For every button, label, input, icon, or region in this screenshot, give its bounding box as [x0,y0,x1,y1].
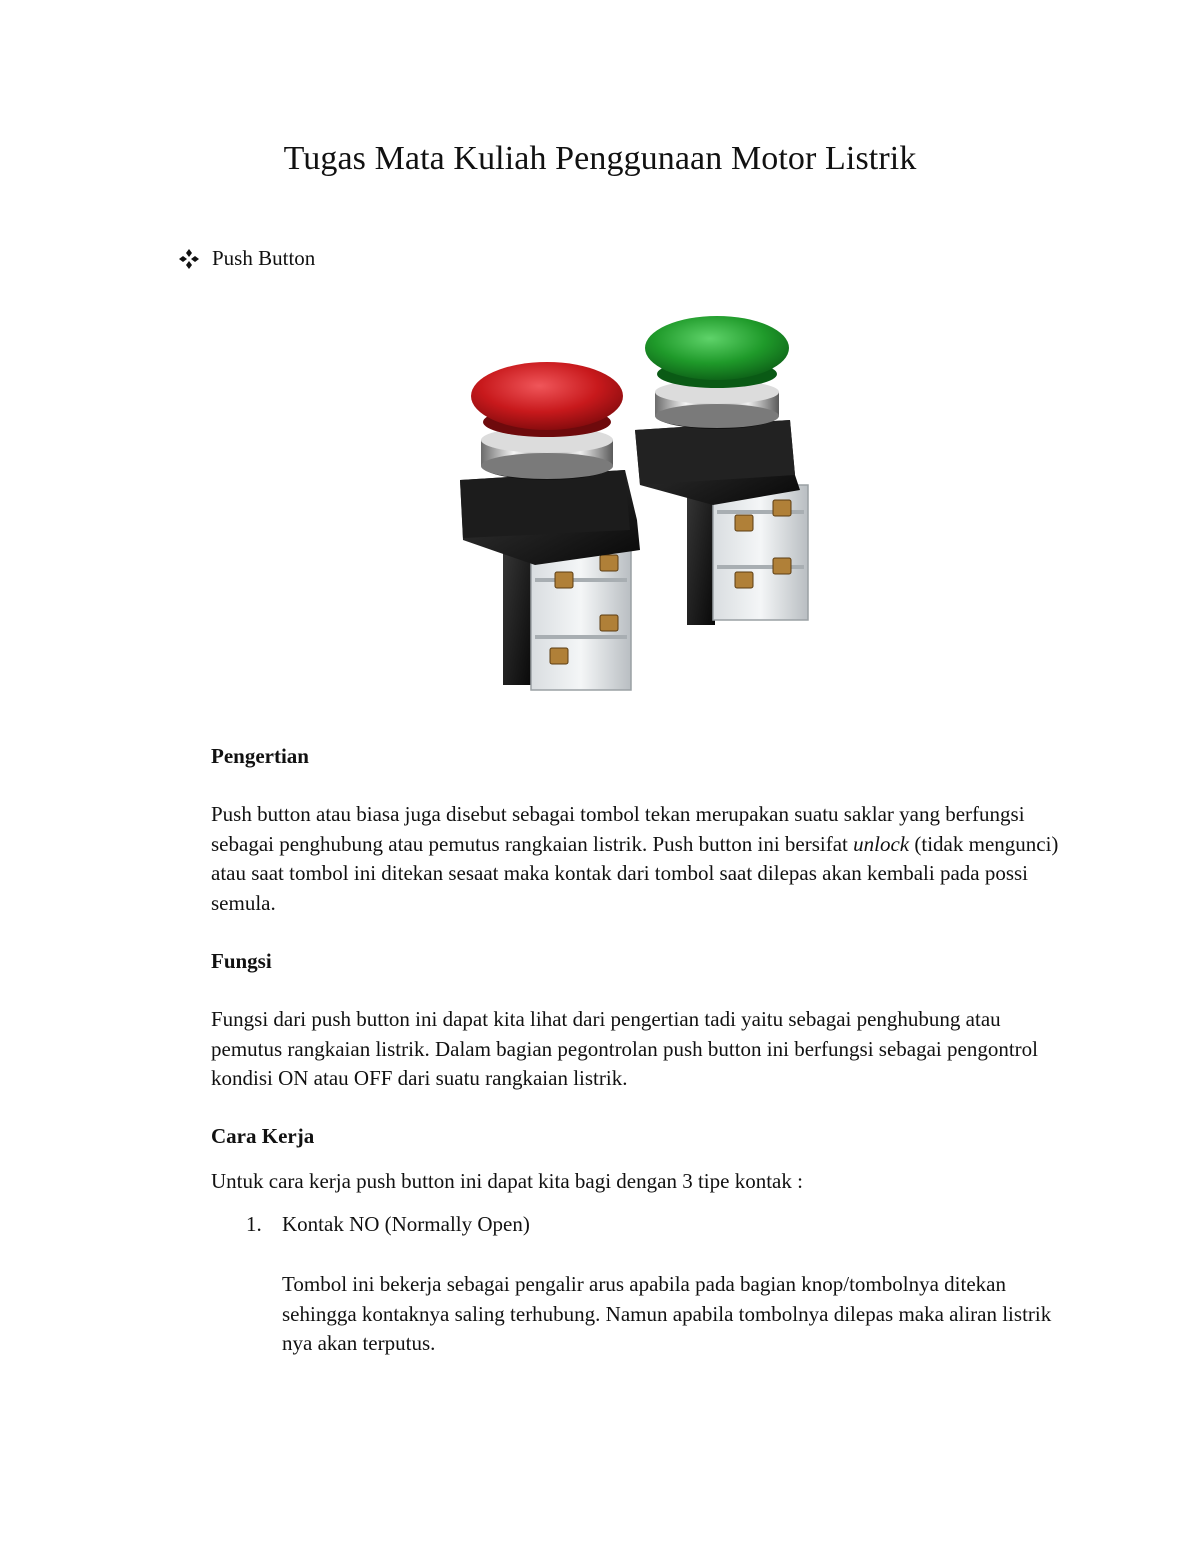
bullet-label: Push Button [212,246,316,270]
list-item-label: Kontak NO (Normally Open) [282,1212,530,1236]
red-push-button [460,362,640,690]
paragraph-pengertian [211,800,1071,918]
list-item-number: 1. [246,1212,262,1236]
green-push-button [635,316,808,625]
bullet-item-push-button [178,246,315,271]
heading-fungsi: Fungsi [211,949,272,973]
kontak-no-description: Tombol ini bekerja sebagai pengalir arus apabila pada bagian knop/tombolnya ditekan sehingga kontaknya saling terhubung. Namun apabila tombolnya dilepas maka aliran listrik nya akan terputus. [282,1272,1052,1355]
heading-pengertian: Pengertian [211,744,309,768]
paragraph-fungsi [211,1005,1071,1094]
section-fungsi [211,947,1071,977]
heading-cara-kerja: Cara Kerja [211,1124,315,1148]
section-cara-kerja [211,1122,1071,1152]
document-title: Tugas Mata Kuliah Penggunaan Motor Listrik [283,140,917,177]
fungsi-text: Fungsi dari push button ini dapat kita lihat dari pengertian tadi yaitu sebagai penghubung atau pemutus rangkaian listrik. Dalam bagian pegontrolan push button ini berfungsi sebagai pengontrol kondisi ON atau OFF dari suatu rangkaian listrik. [211,1007,1038,1090]
list-item-description [282,1270,1072,1359]
cara-kerja-intro: Untuk cara kerja push button ini dapat kita bagi dengan 3 tipe kontak : [211,1169,803,1193]
section-pengertian [211,742,1071,772]
pengertian-text-part-2: (tidak mengunci) atau saat tombol ini ditekan sesaat maka kontak dari tombol saat dilepas akan kembali pada possi semula. [211,831,1059,915]
paragraph-cara-kerja-intro [211,1167,1071,1197]
four-diamond-bullet-icon [178,248,200,270]
list-item-kontak-no [246,1212,530,1237]
pengertian-text-part-1: Push button atau biasa juga disebut sebagai tombol tekan merupakan suatu saklar yang berfungsi sebagai penghubung atau pemutus rangkaian listrik. Push button ini bersifat [211,802,1025,856]
pengertian-italic-word: unlock [853,831,910,856]
push-button-photo [455,310,830,700]
